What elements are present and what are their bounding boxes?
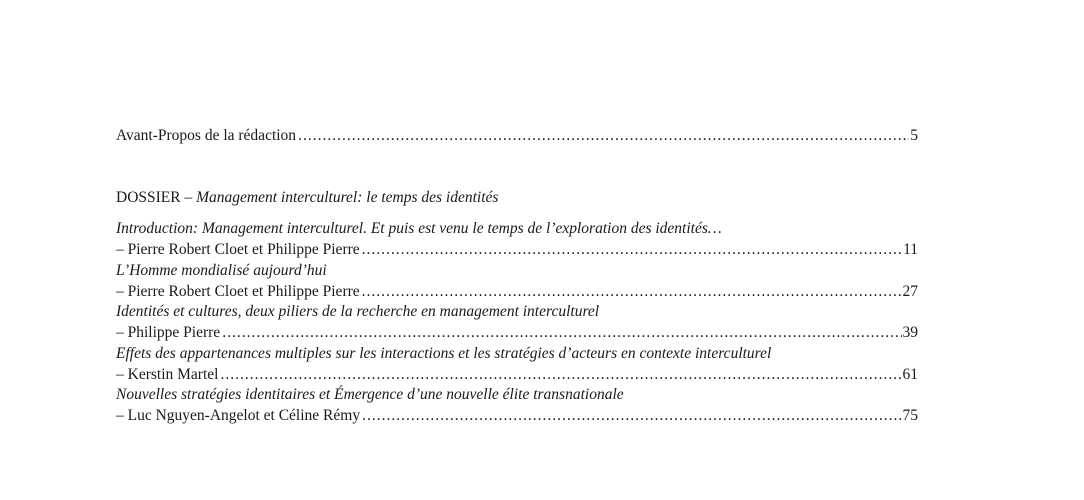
dossier-label: DOSSIER – (116, 189, 197, 206)
page-number: 75 (902, 407, 918, 424)
toc-entry-authors[interactable] (116, 323, 918, 343)
toc-entry-authors[interactable] (116, 282, 918, 302)
foreword-title: Avant-Propos de la rédaction (116, 127, 297, 144)
dot-leader (362, 240, 902, 260)
page-number: 11 (903, 241, 918, 258)
dot-leader (222, 323, 901, 343)
article-authors: – Luc Nguyen-Angelot et Céline Rémy (116, 407, 361, 424)
article-authors: – Kerstin Martel (116, 366, 219, 383)
toc-entry-authors[interactable] (116, 240, 918, 260)
dot-leader (362, 282, 902, 302)
dot-leader (220, 365, 901, 385)
toc-entry-authors[interactable] (116, 365, 918, 385)
article-title[interactable]: Introduction: Management interculturel. Et puis est venu le temps de l’exploration des identités… (116, 220, 722, 237)
article-title[interactable]: Identités et cultures, deux piliers de la recherche en management interculturel (116, 303, 600, 320)
page-number: 61 (902, 366, 918, 383)
page-number: 39 (902, 324, 918, 341)
article-title[interactable]: Effets des appartenances multiples sur les interactions et les stratégies d’acteurs en contexte interculturel (116, 345, 772, 362)
article-title[interactable]: L’Homme mondialisé aujourd’hui (116, 262, 327, 279)
dossier-heading (116, 188, 918, 208)
dot-leader (362, 406, 901, 426)
toc-entry-foreword[interactable] (116, 126, 918, 146)
article-authors: – Philippe Pierre (116, 324, 221, 341)
page-number: 5 (910, 127, 918, 144)
dot-leader (298, 126, 909, 146)
toc-entry-authors[interactable] (116, 406, 918, 426)
page-number: 27 (902, 283, 918, 300)
dossier-title: Management interculturel: le temps des identités (196, 189, 499, 206)
article-title[interactable]: Nouvelles stratégies identitaires et Émergence d’une nouvelle élite transnationale (116, 386, 624, 403)
article-authors: – Pierre Robert Cloet et Philippe Pierre (116, 283, 360, 300)
article-authors: – Pierre Robert Cloet et Philippe Pierre (116, 241, 360, 258)
